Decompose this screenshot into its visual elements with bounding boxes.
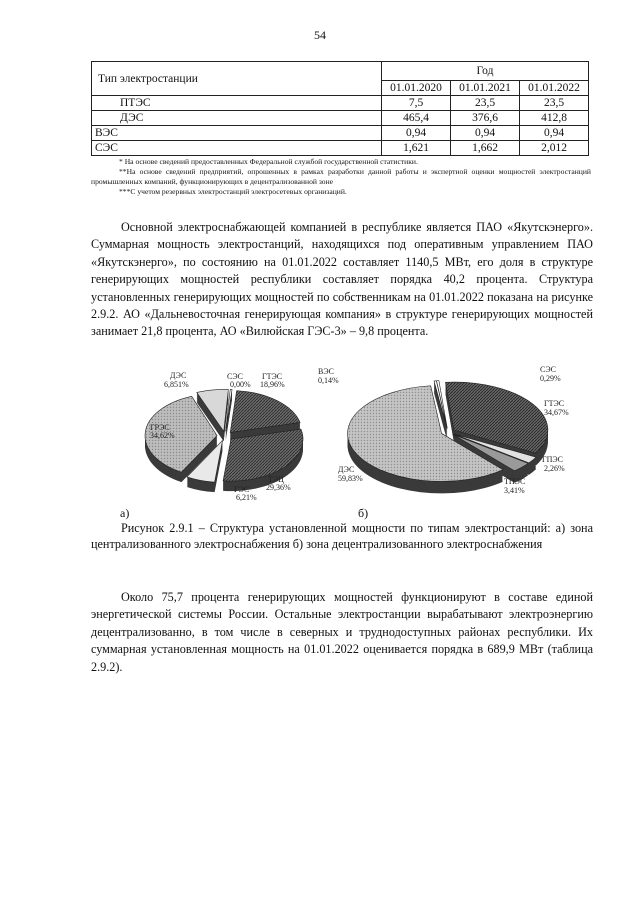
table-row (92, 141, 589, 156)
label-des-val: 6,851% (164, 380, 189, 389)
label-ses-b: СЭС (540, 365, 556, 374)
paragraph-1: Основной электроснабжающей компанией в республике является ПАО «Якутскэнерго». Суммарная мощность электростанций, находящихся под оперативным управлением ПАО «Якутскэнерго», по состоянию на 01.01.2022 составляет 1140,5 МВт, его доля в структуре генерирующих мощностей республики составляет порядка 40,2 процента. Структура установленных генерирующих мощностей по собственникам на 01.01.2022 показана на рисунке 2.9.2. АО «Дальневосточная генерирующая компания» в структуре генерирующих мощностей занимает 21,8 процента, АО «Вилюйская ГЭС-3» – 9,8 процента. (91, 220, 593, 339)
cell: 0,94 (451, 126, 520, 141)
paragraph-2: Около 75,7 процента генерирующих мощностей функционируют в составе единой энергетической системы России. Остальные электростанции вырабатывают электроэнергию децентрализованно, в том числе в северных и труднодоступных районах республики. Их суммарная установленная мощность на 01.01.2022 оценивается порядка в 689,9 МВт (таблица 2.9.2). (91, 590, 593, 674)
label-ves: ВЭС (318, 367, 334, 376)
label-gpes: ГПЭС (542, 455, 564, 464)
label-gres: ГРЭС (150, 423, 170, 432)
label-ses: СЭС (227, 372, 243, 381)
label-gtes-val: 18,96% (260, 380, 285, 389)
page-number: 54 (314, 28, 326, 42)
label-ses-val: 0,00% (230, 380, 251, 389)
year-2021: 01.01.2021 (451, 81, 520, 96)
label-ges-val: 6,21% (236, 493, 257, 502)
pie-chart-b (318, 364, 588, 514)
cell: 0,94 (520, 126, 589, 141)
cell: 2,012 (520, 141, 589, 156)
label-tets: ТЭЦ (268, 475, 284, 484)
table-row (92, 111, 589, 126)
cell: 1,662 (451, 141, 520, 156)
figure-tag-b: б) (358, 506, 369, 520)
pie-chart-a (130, 370, 320, 510)
table-row (92, 96, 589, 111)
type-header: Тип электростанции (92, 62, 382, 96)
label-tpes-val: 3,41% (504, 486, 525, 495)
label-gtes-b: ГТЭС (544, 399, 565, 408)
note-3: ***С учетом резервных электростанций электросетевых организаций. (119, 187, 347, 196)
year-2022: 01.01.2022 (520, 81, 589, 96)
cell: 412,8 (520, 111, 589, 126)
cell: 7,5 (382, 96, 451, 111)
label-des: ДЭС (170, 371, 187, 380)
label-tpes: ТПЭС (504, 477, 526, 486)
figure-caption: Рисунок 2.9.1 – Структура установленной мощности по типам электростанций: а) зона централизованного электроснабжения б) зона децентрализованного электроснабжения (91, 521, 593, 551)
row-name: ПТЭС (92, 96, 382, 111)
year-header: Год (382, 62, 589, 81)
table-notes (91, 157, 591, 197)
label-tets-val: 29,36% (266, 483, 291, 492)
cell: 376,6 (451, 111, 520, 126)
cell: 0,94 (382, 126, 451, 141)
label-des-b: ДЭС (338, 465, 355, 474)
figure-tag-a: а) (120, 506, 130, 520)
cell: 465,4 (382, 111, 451, 126)
table-row (92, 126, 589, 141)
year-2020: 01.01.2020 (382, 81, 451, 96)
note-2: **На основе сведений предприятий, опрошенных в рамках разработки данной работы и экспертной оценки мощностей электростанций промышленных компаний, функционирующих в децентрализованной зоне (91, 167, 591, 186)
label-ges: ГЭС (234, 485, 250, 494)
label-gtes-b-val: 34,67% (544, 408, 569, 417)
label-gtes: ГТЭС (262, 372, 283, 381)
row-name: СЭС (92, 141, 382, 156)
label-des-b-val: 59,83% (338, 474, 363, 483)
label-ses-b-val: 0,29% (540, 374, 561, 383)
power-plant-table (91, 61, 589, 156)
cell: 23,5 (520, 96, 589, 111)
cell: 23,5 (451, 96, 520, 111)
note-1: * На основе сведений предоставленных Федеральной службой государственной статистики. (119, 157, 418, 166)
label-gres-val: 34,62% (150, 431, 175, 440)
row-name: ВЭС (92, 126, 382, 141)
label-gpes-val: 2,26% (544, 464, 565, 473)
row-name: ДЭС (92, 111, 382, 126)
cell: 1,621 (382, 141, 451, 156)
label-ves-val: 0,14% (318, 376, 339, 385)
